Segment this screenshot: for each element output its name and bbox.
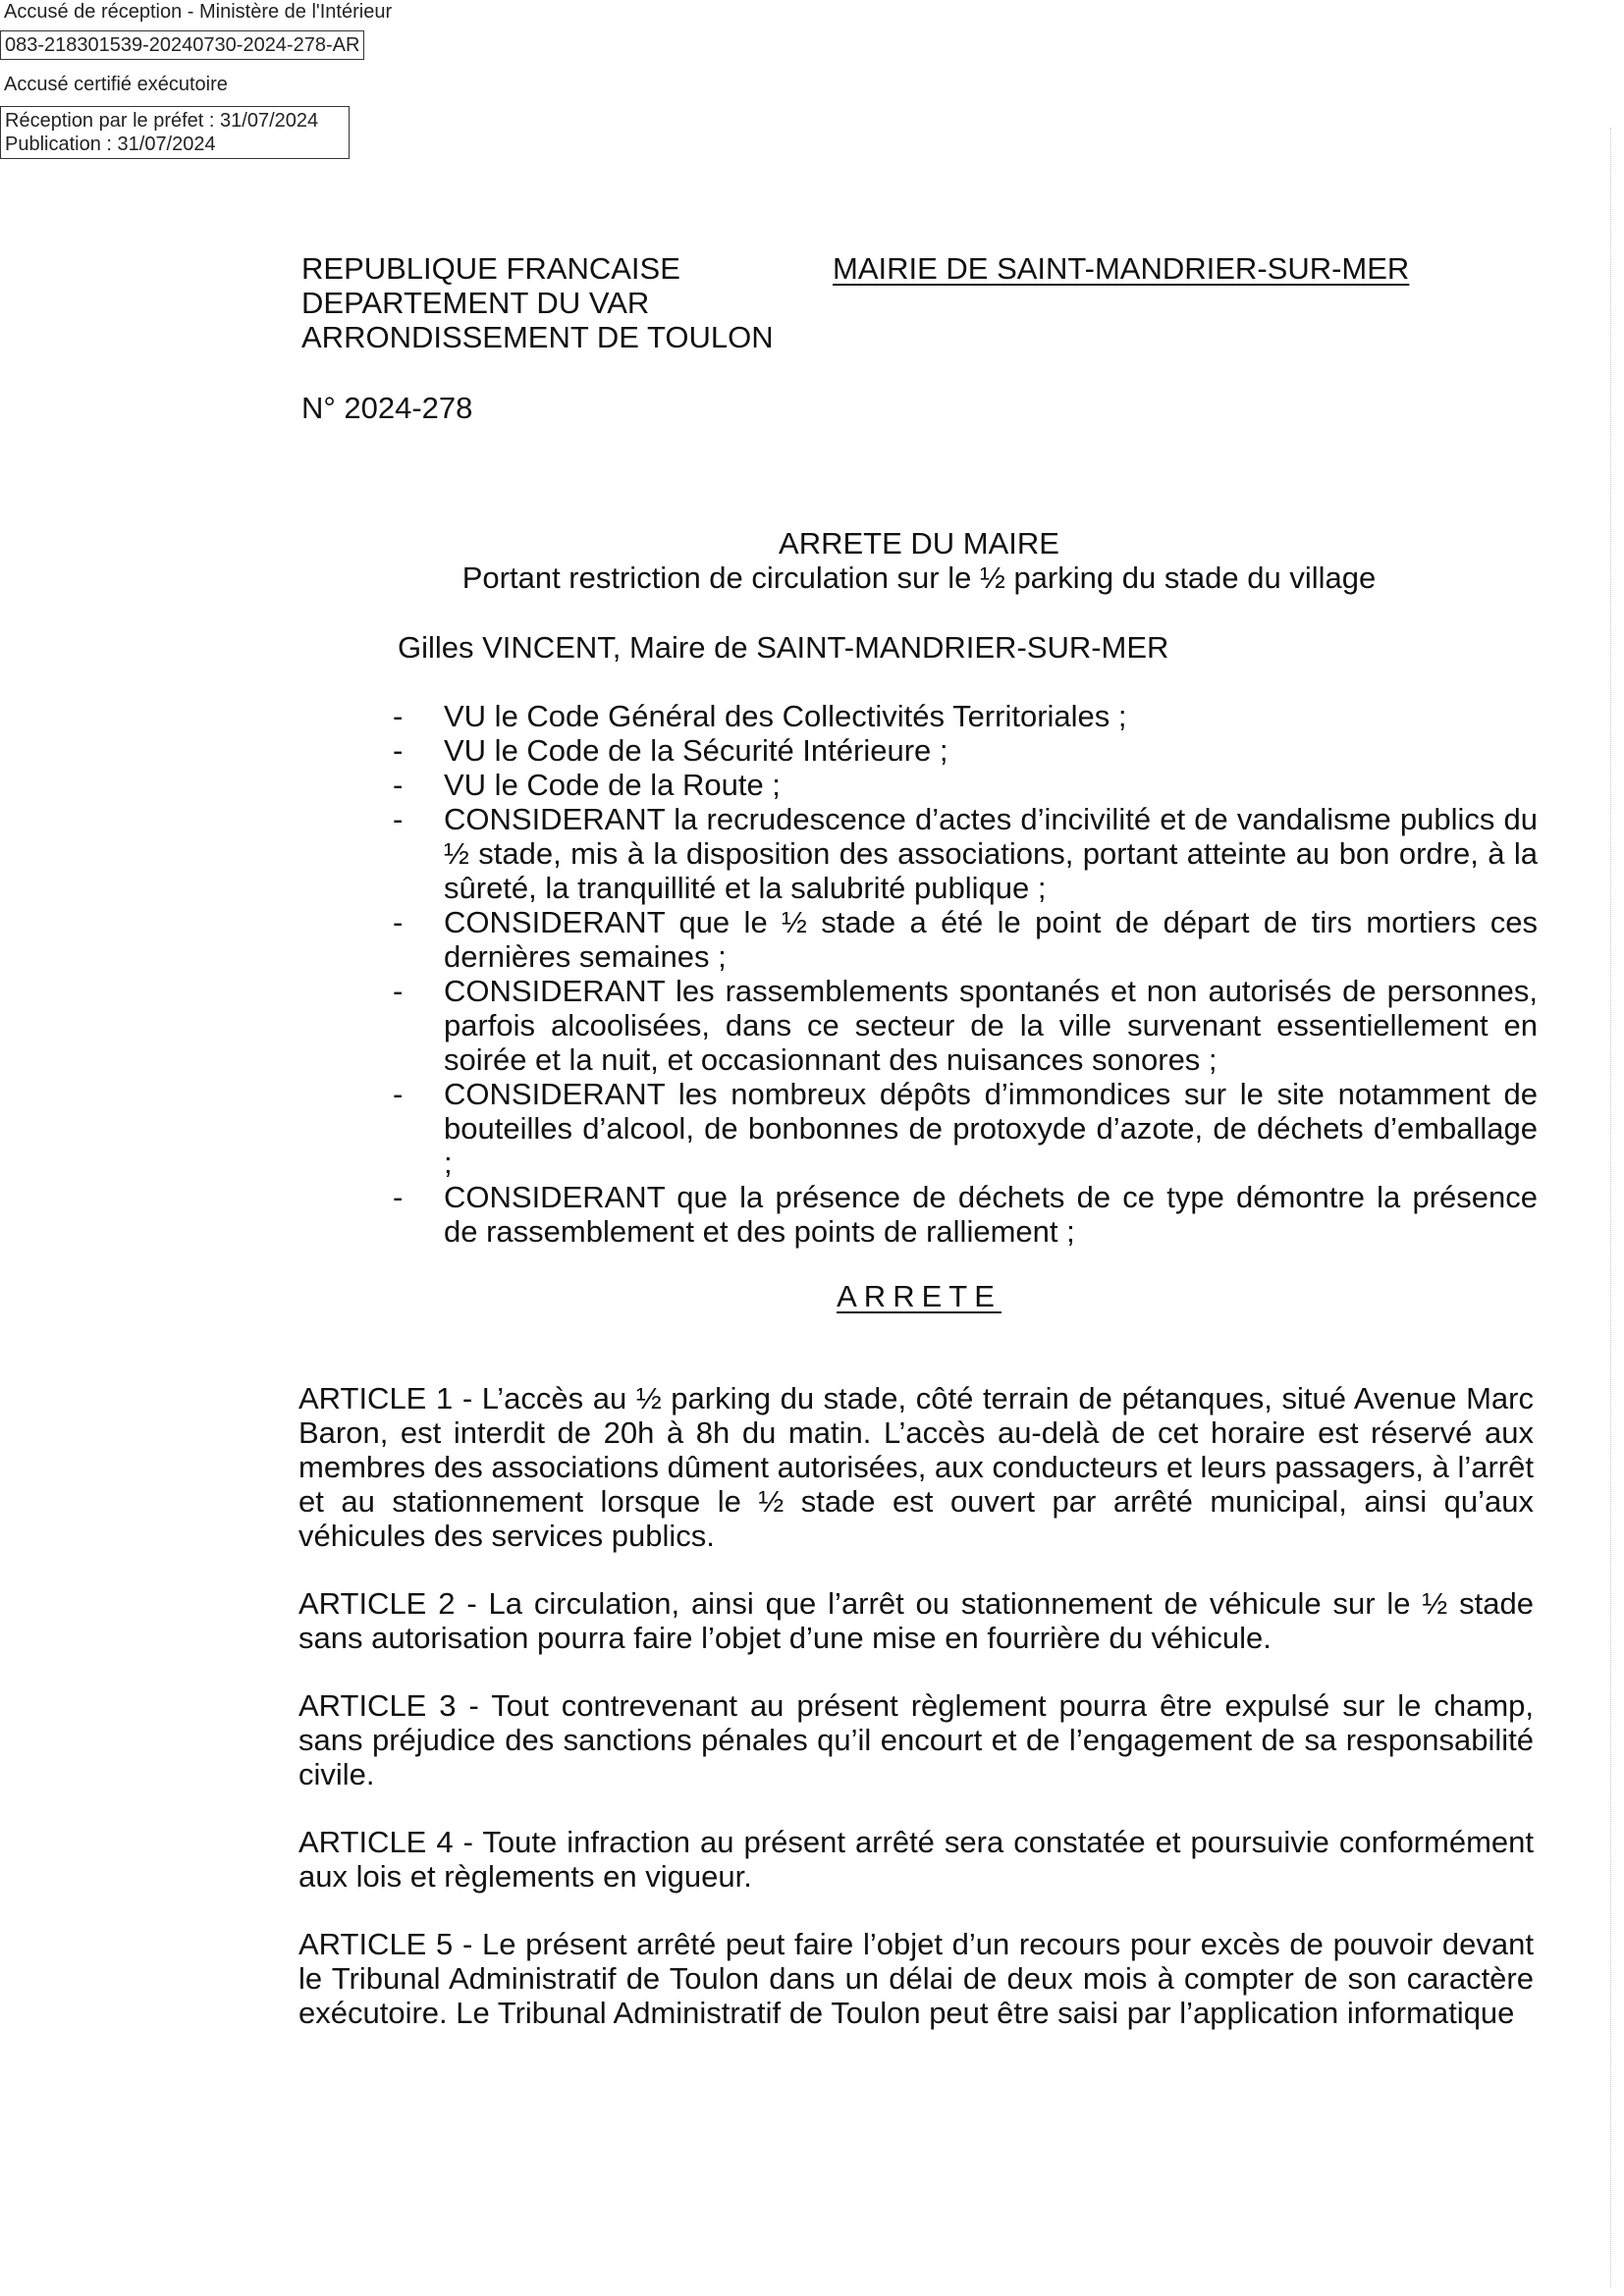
article-label: ARTICLE 2 -: [298, 1586, 477, 1621]
stamp-receipt-line: Accusé de réception - Ministère de l'Intérieur: [4, 1, 393, 23]
list-dash: -: [393, 1077, 404, 1111]
article-text: L’accès au ½ parking du stade, côté terrain de pétanques, situé Avenue Marc Baron, est interdit de 20h à 8h du matin. L’accès au-delà de cet horaire est réservé aux membres des associations dûment autorisées, aux conducteurs et leurs passagers, à l’arrêt et au stationnement lorsque le ½ stade est ouvert par arrêté municipal, ainsi qu’aux véhicules des services publics.: [298, 1381, 1534, 1553]
article-label: ARTICLE 1 -: [298, 1381, 473, 1415]
list-item: [389, 802, 1538, 905]
article-4: [298, 1825, 1534, 1894]
list-dash: -: [393, 802, 404, 836]
article-label: ARTICLE 3 -: [298, 1688, 479, 1723]
header-department: DEPARTEMENT DU VAR: [301, 286, 650, 320]
consideration-text: CONSIDERANT que la présence de déchets de ce type démontre la présence de rassemblement et des points de ralliement ;: [444, 1180, 1538, 1249]
consideration-text: VU le Code de la Sécurité Intérieure ;: [444, 733, 948, 768]
stamp-dates-box: [0, 106, 350, 159]
list-item: [389, 699, 1538, 733]
list-dash: -: [393, 974, 404, 1008]
article-text: Tout contrevenant au présent règlement pourra être expulsé sur le champ, sans préjudice des sanctions pénales qu’il encourt et de l’engagement de sa responsabilité civile.: [298, 1688, 1534, 1791]
list-item: [389, 974, 1538, 1077]
decree-title: [324, 526, 1514, 595]
article-label: ARTICLE 4 -: [298, 1825, 473, 1859]
list-dash: -: [393, 905, 404, 939]
list-dash: -: [393, 733, 404, 768]
article-1: [298, 1381, 1534, 1553]
decree-title-main: ARRETE DU MAIRE: [779, 526, 1059, 561]
article-label: ARTICLE 5 -: [298, 1927, 473, 1961]
considerations-list: [389, 699, 1538, 1249]
consideration-text: CONSIDERANT les rassemblements spontanés et non autorisés de personnes, parfois alcoolisées, dans ce secteur de la ville survenant essentiellement en soirée et la nuit, et occasionnant des nuisances sonores ;: [444, 974, 1538, 1077]
article-text: La circulation, ainsi que l’arrêt ou stationnement de véhicule sur le ½ stade sans autorisation pourra faire l’objet d’une mise en fourrière du véhicule.: [298, 1586, 1534, 1655]
list-dash: -: [393, 699, 404, 733]
arrete-heading: ARRETE: [837, 1279, 1001, 1313]
article-5: [298, 1927, 1534, 2030]
header-mairie: MAIRIE DE SAINT-MANDRIER-SUR-MER: [833, 251, 1410, 286]
article-2: [298, 1586, 1534, 1655]
decree-number: N° 2024-278: [301, 391, 473, 425]
header-arrondissement: ARRONDISSEMENT DE TOULON: [301, 320, 774, 354]
list-dash: -: [393, 768, 404, 802]
stamp-reception-date: Réception par le préfet : 31/07/2024: [5, 110, 319, 132]
header-republic: REPUBLIQUE FRANCAISE: [301, 251, 680, 286]
stamp-certified-line: Accusé certifié exécutoire: [4, 74, 228, 95]
article-3: [298, 1688, 1534, 1791]
consideration-text: CONSIDERANT les nombreux dépôts d’immondices sur le site notamment de bouteilles d’alcool, de bonbonnes de protoxyde d’azote, de déchets d’emballage ;: [444, 1077, 1538, 1180]
list-item: [389, 1180, 1538, 1249]
list-dash: -: [393, 1180, 404, 1214]
consideration-text: CONSIDERANT la recrudescence d’actes d’incivilité et de vandalisme publics du ½ stade, mis à la disposition des associations, portant atteinte au bon ordre, à la sûreté, la tranquillité et la salubrité publique ;: [444, 802, 1538, 905]
scan-edge-divider: [1610, 128, 1611, 2287]
articles-section: [298, 1381, 1534, 2063]
stamp-ar-number: 083-218301539-20240730-2024-278-AR: [0, 30, 364, 60]
list-item: [389, 1077, 1538, 1180]
list-item: [389, 733, 1538, 768]
article-text: Toute infraction au présent arrêté sera constatée et poursuivie conformément aux lois et règlements en vigueur.: [298, 1825, 1534, 1894]
decree-title-subject: Portant restriction de circulation sur le ½ parking du stade du village: [461, 561, 1377, 595]
consideration-text: VU le Code Général des Collectivités Territoriales ;: [444, 699, 1127, 733]
header-administration: [301, 251, 774, 354]
stamp-publication-date: Publication : 31/07/2024: [5, 133, 216, 155]
list-item: [389, 768, 1538, 802]
mayor-line: Gilles VINCENT, Maire de SAINT-MANDRIER-SUR-MER: [398, 630, 1169, 665]
list-item: [389, 905, 1538, 974]
consideration-text: VU le Code de la Route ;: [444, 768, 781, 802]
article-text: Le présent arrêté peut faire l’objet d’un recours pour excès de pouvoir devant le Tribunal Administratif de Toulon dans un délai de deux mois à compter de son caractère exécutoire. Le Tribunal Administratif de Toulon peut être saisi par l’application informatique: [298, 1927, 1535, 2030]
consideration-text: CONSIDERANT que le ½ stade a été le point de départ de tirs mortiers ces dernières semaines ;: [444, 905, 1538, 974]
